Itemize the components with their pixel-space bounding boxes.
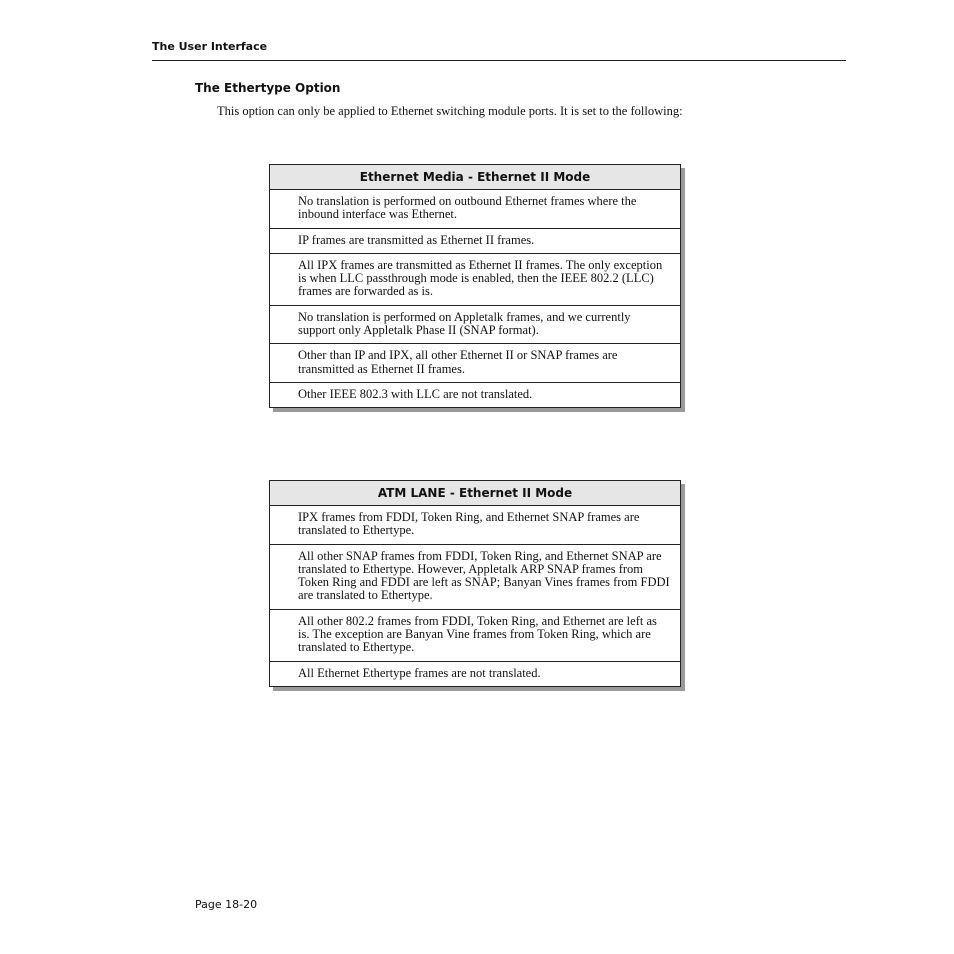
table-title: ATM LANE - Ethernet II Mode — [270, 481, 680, 506]
table-box — [269, 164, 681, 408]
table-row: Other IEEE 802.3 with LLC are not translated. — [298, 386, 533, 401]
table-row: All Ethernet Ethertype frames are not translated. — [298, 665, 541, 680]
running-header — [152, 40, 846, 61]
intro-paragraph: This option can only be applied to Ethernet switching module ports. It is set to the following: — [217, 104, 683, 118]
table-row: IPX frames from FDDI, Token Ring, and Ethernet SNAP frames are translated to Ethertype. — [270, 506, 680, 545]
atm-lane-table — [269, 480, 681, 687]
section-title: The Ethertype Option — [195, 81, 341, 95]
table-row: No translation is performed on outbound Ethernet frames where the inbound interface was Ethernet. — [270, 190, 680, 229]
table-row: IP frames are transmitted as Ethernet II frames. — [270, 229, 680, 254]
table-box — [269, 480, 681, 687]
table-title: Ethernet Media - Ethernet II Mode — [270, 165, 680, 190]
table-row: All other 802.2 frames from FDDI, Token Ring, and Ethernet are left as is. The exception are Banyan Vine frames from Token Ring, which are translated to Ethertype. — [270, 610, 680, 662]
table-row: All IPX frames are transmitted as Ethernet II frames. The only exception is when LLC passthrough mode is enabled, then the IEEE 802.2 (LLC) frames are forwarded as is. — [270, 254, 680, 306]
page-number: Page 18-20 — [195, 898, 258, 911]
table-row: Other than IP and IPX, all other Ethernet II or SNAP frames are transmitted as Ethernet II frames. — [270, 344, 680, 383]
ethernet-media-table — [269, 164, 681, 408]
table-row: No translation is performed on Appletalk frames, and we currently support only Appletalk Phase II (SNAP format). — [270, 306, 680, 345]
table-row: All other SNAP frames from FDDI, Token Ring, and Ethernet SNAP are translated to Ethertype. However, Appletalk ARP SNAP frames from Token Ring and FDDI are left as SNAP; Banyan Vines frames from FDDI are translated to Ethertype. — [270, 545, 680, 610]
running-header-title: The User Interface — [152, 40, 268, 53]
